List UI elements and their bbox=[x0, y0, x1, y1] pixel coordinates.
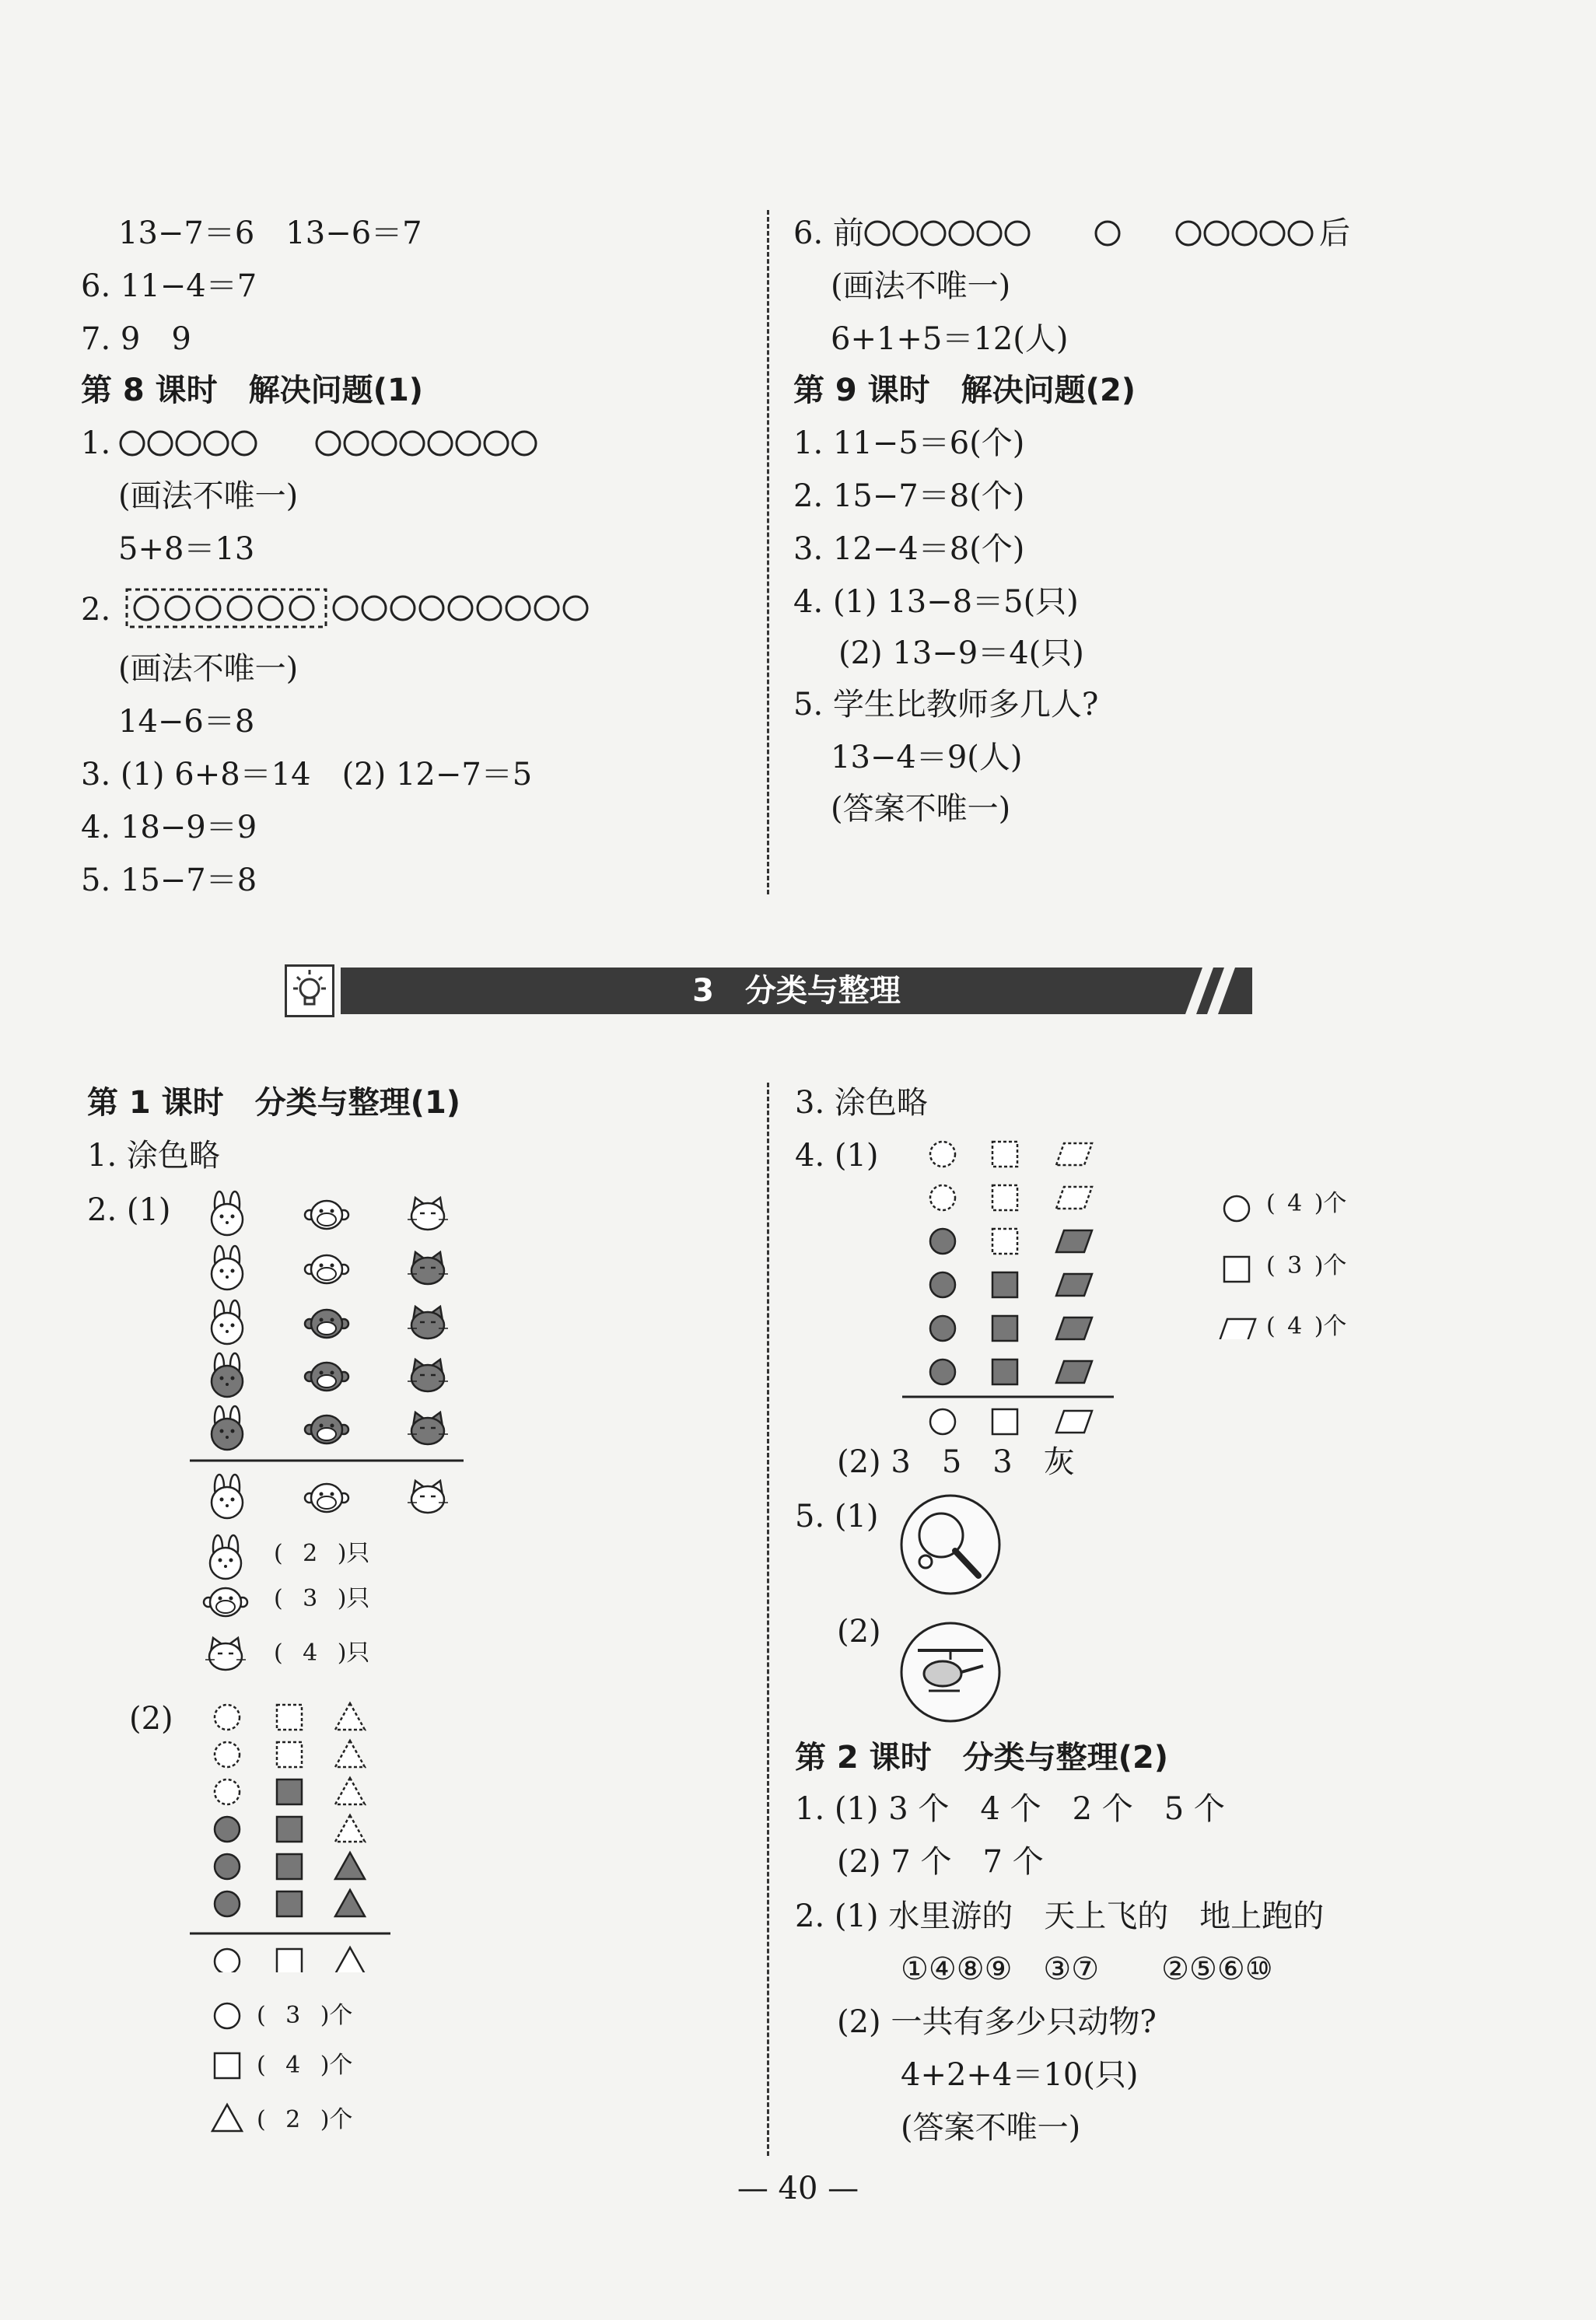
count-value: 2 bbox=[303, 1540, 318, 1567]
cat-icon bbox=[205, 1638, 246, 1670]
square-shape bbox=[992, 1185, 1017, 1210]
count-line: ( 2 )只 bbox=[274, 1540, 370, 1567]
triangle-shape bbox=[335, 1890, 365, 1916]
parallelogram-shape bbox=[1056, 1411, 1092, 1433]
monkey-icon bbox=[305, 1201, 348, 1229]
lightbulb-icon bbox=[287, 967, 332, 1015]
circle-shape bbox=[930, 1316, 955, 1341]
count-value: 4 bbox=[1287, 1313, 1303, 1340]
circle-shape bbox=[215, 1949, 240, 1972]
square-shape bbox=[215, 2053, 240, 2078]
count-line: ( 3 )个 bbox=[1266, 1252, 1347, 1279]
circle-shape bbox=[215, 1854, 240, 1879]
count-value: 4 bbox=[285, 2052, 301, 2079]
answer-line: 5. 15−7＝8 bbox=[81, 863, 257, 898]
count-line: ( 4 )个 bbox=[257, 2052, 353, 2079]
cat-icon bbox=[408, 1359, 448, 1391]
q-number: 1. bbox=[81, 425, 111, 461]
animal-chart bbox=[187, 1182, 482, 1524]
answer-line: 2. 15−7＝8(个) bbox=[793, 478, 1025, 514]
square-shape bbox=[992, 1272, 1017, 1297]
rabbit-icon bbox=[210, 1535, 241, 1579]
answer-line: 13−7＝6 13−6＝7 bbox=[118, 215, 422, 251]
rabbit-icon bbox=[212, 1475, 243, 1518]
page-number: — 40 — bbox=[737, 2171, 859, 2206]
circle-shape bbox=[215, 1891, 240, 1916]
count-line: ( 4 )个 bbox=[1266, 1190, 1347, 1217]
answer-line: 6+1+5＝12(人) bbox=[831, 321, 1069, 357]
unit-lesson1-title: 第 1 课时 分类与整理(1) bbox=[87, 1085, 461, 1121]
circle-shape bbox=[930, 1272, 955, 1297]
triangle-shape bbox=[335, 1778, 365, 1804]
circle-shape bbox=[215, 1742, 240, 1767]
lesson8-title: 第 8 课时 解决问题(1) bbox=[81, 373, 424, 408]
shape-chart bbox=[894, 1131, 1128, 1442]
rabbit-icon bbox=[212, 1300, 243, 1344]
triangle-shape bbox=[335, 1853, 365, 1879]
circle-shape bbox=[215, 2003, 240, 2028]
answer-line: 2. (1) 水里游的 天上飞的 地上跑的 bbox=[795, 1898, 1325, 1934]
rabbit-icon bbox=[212, 1246, 243, 1289]
answer-line: (2) 一共有多少只动物? bbox=[837, 2004, 1157, 2040]
lightbulb-box bbox=[285, 964, 334, 1017]
answer-line: 3. 涂色略 bbox=[795, 1085, 928, 1121]
answer-line: 1. 11−5＝6(个) bbox=[793, 425, 1025, 461]
q-number: 4. (1) bbox=[795, 1138, 879, 1174]
answer-line: ①④⑧⑨ ③⑦ ②⑤⑥⑩ bbox=[901, 1951, 1273, 1987]
q-number: (2) bbox=[129, 1701, 173, 1737]
square-shape bbox=[992, 1316, 1017, 1341]
circle-shape bbox=[930, 1359, 955, 1384]
monkey-icon bbox=[204, 1588, 247, 1616]
rabbit-icon bbox=[212, 1353, 243, 1397]
monkey-icon bbox=[305, 1484, 348, 1512]
count-value: 3 bbox=[285, 2002, 301, 2029]
parallelogram-shape bbox=[1056, 1274, 1092, 1296]
square-shape bbox=[277, 1854, 302, 1879]
section-banner bbox=[285, 964, 1252, 1017]
parallelogram-shape bbox=[1056, 1230, 1092, 1252]
square-shape bbox=[277, 1742, 302, 1767]
answer-line: 1. (1) 3 个 4 个 2 个 5 个 bbox=[795, 1791, 1225, 1827]
answer-line: 7. 9 9 bbox=[81, 321, 191, 357]
q-number: 2. (1) bbox=[87, 1192, 171, 1228]
square-shape bbox=[277, 1891, 302, 1916]
cat-icon bbox=[408, 1481, 448, 1513]
count-value: 3 bbox=[1287, 1252, 1303, 1279]
monkey-icon bbox=[305, 1310, 348, 1338]
triangle-shape bbox=[212, 2105, 242, 2131]
monkey-icon bbox=[305, 1363, 348, 1391]
circle-shape bbox=[215, 1705, 240, 1730]
circle-shape bbox=[930, 1409, 955, 1434]
square-shape bbox=[277, 1779, 302, 1804]
answer-line: 14−6＝8 bbox=[118, 704, 255, 740]
circle-shape bbox=[930, 1185, 955, 1210]
cat-icon bbox=[408, 1252, 448, 1284]
count-value: 2 bbox=[285, 2106, 301, 2133]
circle-shape bbox=[215, 1779, 240, 1804]
triangle-shape bbox=[335, 1815, 365, 1842]
circle-drawing bbox=[863, 216, 1314, 250]
answer-note: (答案不唯一) bbox=[831, 791, 1011, 827]
answer-line: (2) 13−9＝4(只) bbox=[838, 635, 1084, 671]
circle-shape bbox=[930, 1229, 955, 1254]
count-value: 3 bbox=[303, 1585, 318, 1612]
answer-line: 3. (1) 6+8＝14 (2) 12−7＝5 bbox=[81, 757, 533, 793]
parallelogram-shape bbox=[1056, 1317, 1092, 1339]
ping-pong-paddle-icon bbox=[898, 1492, 1003, 1597]
square-shape bbox=[277, 1705, 302, 1730]
monkey-icon bbox=[305, 1255, 348, 1283]
triangle-shape bbox=[335, 1947, 365, 1972]
answer-line: (2) 7 个 7 个 bbox=[837, 1844, 1044, 1880]
shape-chart bbox=[187, 1692, 404, 1972]
circle-shape bbox=[215, 1817, 240, 1842]
helicopter-icon bbox=[898, 1619, 1003, 1725]
q-number: 2. bbox=[81, 592, 111, 628]
parallelogram-shape bbox=[1056, 1143, 1092, 1165]
answer-line: 4+2+4＝10(只) bbox=[901, 2057, 1139, 2093]
cat-icon bbox=[408, 1307, 448, 1338]
count-value: 4 bbox=[303, 1639, 318, 1667]
shape-legend bbox=[1210, 1184, 1265, 1339]
answer-line: 6. 11−4＝7 bbox=[81, 268, 257, 304]
answer-note: (画法不唯一) bbox=[118, 478, 299, 514]
cat-icon bbox=[408, 1198, 448, 1230]
answer-line: (2) 3 5 3 灰 bbox=[837, 1444, 1075, 1480]
answer-note: (画法不唯一) bbox=[831, 268, 1011, 304]
answer-line: 1. 涂色略 bbox=[87, 1138, 220, 1174]
count-line: ( 4 )只 bbox=[274, 1639, 370, 1667]
answer-line: 3. 12−4＝8(个) bbox=[793, 531, 1025, 567]
square-shape bbox=[992, 1229, 1017, 1254]
rabbit-icon bbox=[212, 1406, 243, 1450]
answer-line: 5. 学生比教师多几人? bbox=[793, 687, 1099, 723]
rabbit-icon bbox=[212, 1191, 243, 1235]
circle-drawing bbox=[124, 585, 607, 632]
count-line: ( 3 )个 bbox=[257, 2002, 353, 2029]
answer-line: 后 bbox=[1319, 215, 1350, 251]
answer-line: 4. 18−9＝9 bbox=[81, 810, 257, 845]
answer-note: (答案不唯一) bbox=[901, 2110, 1081, 2146]
answer-line: 5+8＝13 bbox=[118, 531, 255, 567]
triangle-shape bbox=[335, 1741, 365, 1767]
cat-icon bbox=[408, 1412, 448, 1444]
square-shape bbox=[992, 1409, 1017, 1434]
animal-legend bbox=[194, 1524, 264, 1680]
parallelogram-shape bbox=[1220, 1319, 1255, 1339]
answer-line: 4. (1) 13−8＝5(只) bbox=[793, 584, 1079, 620]
square-shape bbox=[992, 1142, 1017, 1167]
count-line: ( 4 )个 bbox=[1266, 1313, 1347, 1340]
square-shape bbox=[277, 1949, 302, 1972]
monkey-icon bbox=[305, 1415, 348, 1443]
lesson9-title: 第 9 课时 解决问题(2) bbox=[793, 373, 1136, 408]
triangle-shape bbox=[335, 1703, 365, 1730]
answer-note: (画法不唯一) bbox=[118, 651, 299, 687]
answer-line: 13−4＝9(人) bbox=[831, 740, 1023, 775]
square-shape bbox=[992, 1359, 1017, 1384]
circle-drawing bbox=[118, 426, 585, 460]
count-line: ( 3 )只 bbox=[274, 1585, 370, 1612]
banner-title: 3 分类与整理 bbox=[692, 973, 901, 1009]
column-divider bbox=[767, 1083, 769, 2156]
shape-legend bbox=[205, 1991, 252, 2147]
column-divider bbox=[767, 210, 769, 894]
parallelogram-shape bbox=[1056, 1361, 1092, 1383]
square-shape bbox=[277, 1817, 302, 1842]
square-shape bbox=[1224, 1257, 1249, 1282]
unit-lesson2-title: 第 2 课时 分类与整理(2) bbox=[795, 1740, 1169, 1776]
q-number: 5. (1) bbox=[795, 1499, 879, 1534]
count-value: 4 bbox=[1287, 1190, 1303, 1217]
parallelogram-shape bbox=[1056, 1187, 1092, 1209]
circle-shape bbox=[1224, 1196, 1249, 1221]
q-number: (2) bbox=[837, 1614, 881, 1650]
count-line: ( 2 )个 bbox=[257, 2106, 353, 2133]
q-number: 6. 前 bbox=[793, 215, 864, 251]
circle-shape bbox=[930, 1142, 955, 1167]
